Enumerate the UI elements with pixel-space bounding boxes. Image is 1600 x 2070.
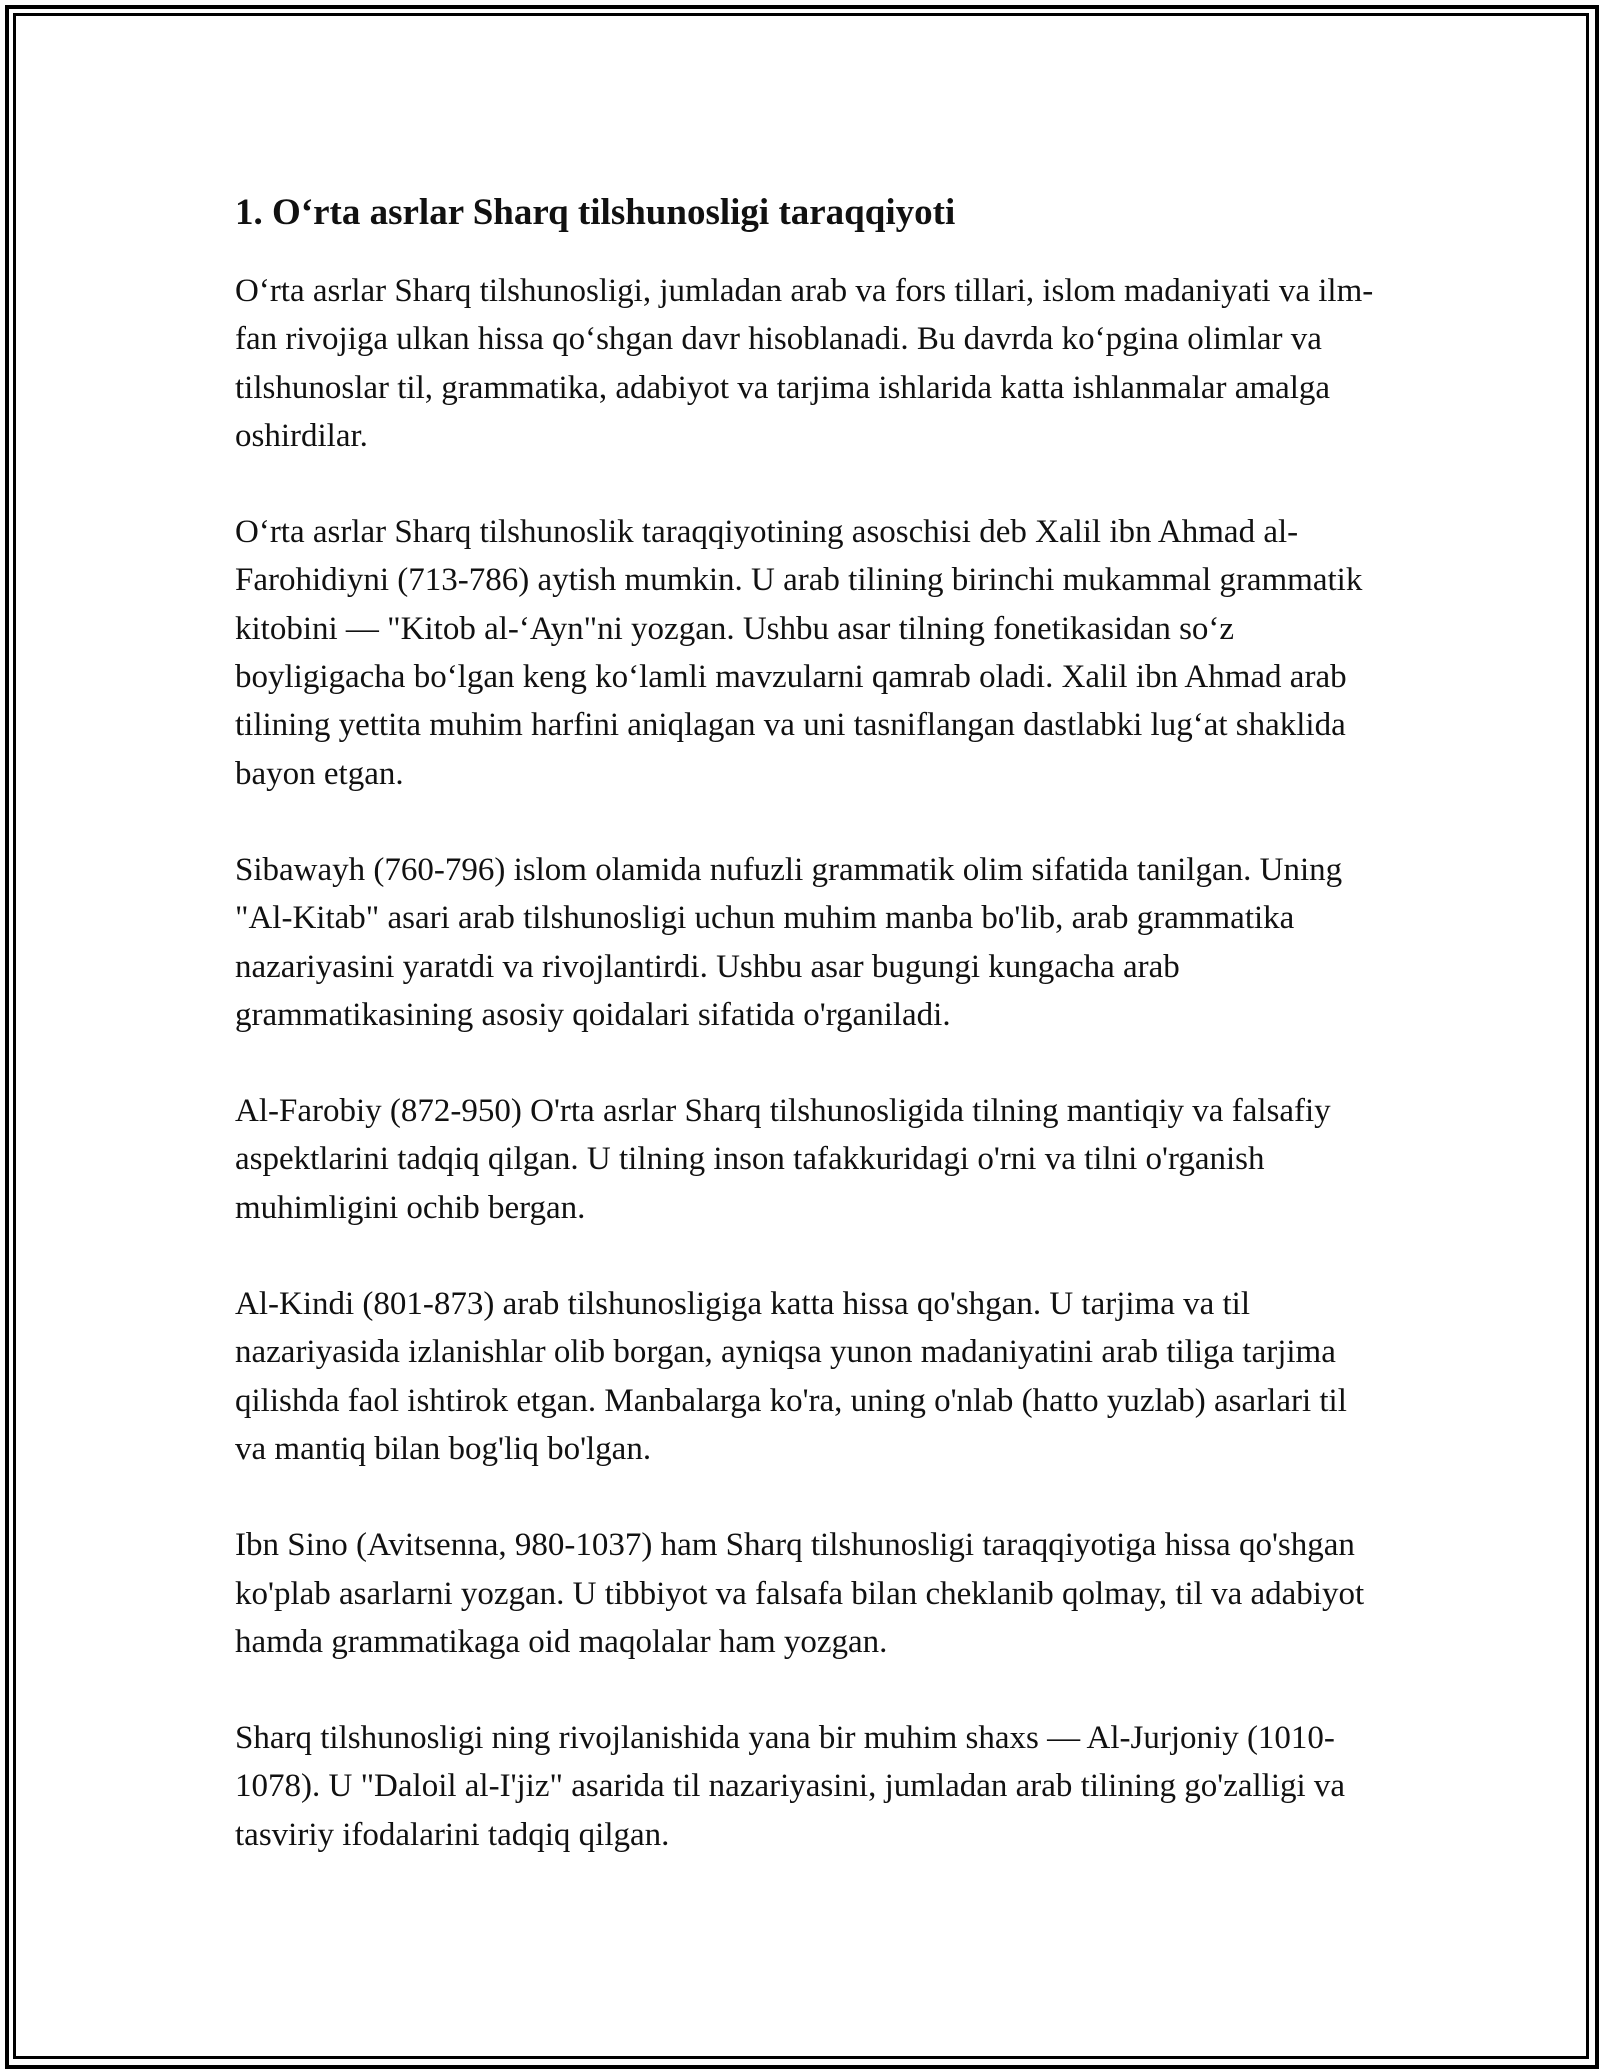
paragraph-intro: O‘rta asrlar Sharq tilshunosligi, jumladan arab va fors tillari, islom madaniyati va ilm-fan rivojiga ulkan hissa qo‘shgan davr hisoblanadi. Bu davrda ko‘pgina olimlar va tilshunoslar til, grammatika, adabiyot va tarjima ishlarida katta ishlanmalar amalga oshirdilar. [235,273,1374,454]
paragraph-al-jurjoniy: Sharq tilshunosligi ning rivojlanishida yana bir muhim shaxs — Al-Jurjoniy (1010-1078). U "Daloil al-I'jiz" asarida til nazariyasini, jumladan arab tilining go'zalligi va tasviriy ifodalarini tadqiq qilgan. [235,1720,1346,1853]
paragraph-al-farobiy: Al-Farobiy (872-950) O'rta asrlar Sharq tilshunosligida tilning mantiqiy va falsafiy aspektlarini tadqiq qilgan. U tilning inson tafakkuridagi o'rni va tilni o'rganish muhimligini ochib bergan. [235,1093,1331,1226]
document-body [235,185,1375,1907]
paragraph-sibawayh: Sibawayh (760-796) islom olamida nufuzli grammatik olim sifatida tanilgan. Uning "Al-Kitab" asari arab tilshunosligi uchun muhim manba bo'lib, arab grammatika nazariyasini yaratdi va rivojlantirdi. Ushbu asar bugungi kungacha arab grammatikasining asosiy qoidalari sifatida o'rganiladi. [235,851,1343,1033]
section-heading: 1. O‘rta asrlar Sharq tilshunosligi taraqqiyoti [235,192,956,233]
paragraph-ibn-sino: Ibn Sino (Avitsenna, 980-1037) ham Sharq tilshunosligi taraqqiyotiga hissa qo'shgan ko'plab asarlarni yozgan. U tibbiyot va falsafa bilan cheklanib qolmay, til va adabiyot hamda grammatikaga oid maqolalar ham yozgan. [235,1527,1365,1660]
paragraph-al-kindi: Al-Kindi (801-873) arab tilshunosligiga katta hissa qo'shgan. U tarjima va til nazariyasida izlanishlar olib borgan, ayniqsa yunon madaniyatini arab tiliga tarjima qilishda faol ishtirok etgan. Manbalarga ko'ra, uning o'nlab (hatto yuzlab) asarlari til va mantiq bilan bog'liq bo'lgan. [235,1286,1347,1467]
paragraph-xalil-ibn-ahmad: O‘rta asrlar Sharq tilshunoslik taraqqiyotining asoschisi deb Xalil ibn Ahmad al-Farohidiyni (713-786) aytish mumkin. U arab tilining birinchi mukammal grammatik kitobini — "Kitob al-‘Ayn"ni yozgan. Ushbu asar tilning fonetikasidan so‘z boyligigacha bo‘lgan keng ko‘lamli mavzularni qamrab oladi. Xalil ibn Ahmad arab tilining yettita muhim harfini aniqlagan va uni tasniflangan dastlabki lug‘at shaklida bayon etgan. [235,514,1363,792]
